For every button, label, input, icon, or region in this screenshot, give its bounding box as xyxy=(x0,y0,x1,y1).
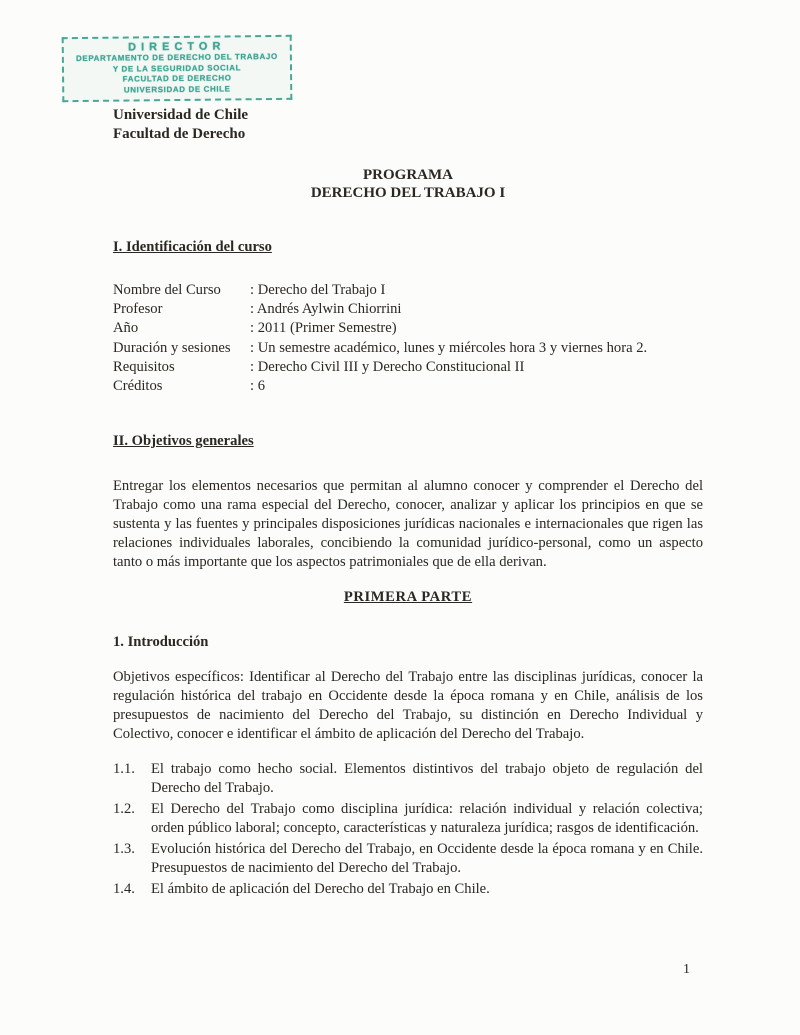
field-label: Profesor xyxy=(113,301,163,318)
list-item-number: 1.4. xyxy=(113,881,135,898)
introduction-heading: 1. Introducción xyxy=(113,634,209,651)
list-item-text: El ámbito de aplicación del Derecho del Trabajo en Chile. xyxy=(151,881,490,898)
list-item xyxy=(113,760,703,798)
field-label: Duración y sesiones xyxy=(113,339,231,356)
section-2-heading: II. Objetivos generales xyxy=(113,433,254,450)
field-value: : Un semestre académico, lunes y miércoles hora 3 y viernes hora 2. xyxy=(250,339,648,356)
list-item-text: El Derecho del Trabajo como disciplina jurídica: relación individual y relación colectiva; orden público laboral; concepto, características y naturaleza jurídica; rasgos de identificación. xyxy=(151,801,703,837)
field-value: : Andrés Aylwin Chiorrini xyxy=(250,301,402,318)
director-stamp xyxy=(62,35,293,102)
field-label: Año xyxy=(113,320,139,337)
specific-objectives-paragraph: Objetivos específicos: Identificar al Derecho del Trabajo entre las disciplinas jurídicas, conocer la regulación histórica del trabajo en Occidente desde la época romana y en Chile, análisis de los presupuestos de nacimiento del Derecho del Trabajo, su distinción en Derecho Individual y Colectivo, conocer e identificar el ámbito de aplicación del Derecho del Trabajo. xyxy=(113,669,703,743)
field-row-year xyxy=(113,319,703,338)
field-value: : 6 xyxy=(250,378,265,395)
faculty-name: Facultad de Derecho xyxy=(113,126,246,142)
field-label: Créditos xyxy=(113,378,163,395)
field-value: : Derecho del Trabajo I xyxy=(250,282,386,298)
document-body xyxy=(113,106,703,901)
list-item xyxy=(113,840,703,878)
list-item-number: 1.1. xyxy=(113,761,135,778)
field-value: : Derecho Civil III y Derecho Constitucional II xyxy=(250,358,525,375)
field-row-prerequisites xyxy=(113,358,703,377)
field-row-credits xyxy=(113,377,703,396)
topic-list xyxy=(113,760,703,899)
list-item-text: Evolución histórica del Derecho del Trabajo, en Occidente desde la época romana y en Chile. Presupuestos de nacimiento del Derecho del Trabajo. xyxy=(151,841,703,877)
list-item xyxy=(113,800,703,838)
stamp-university-line: UNIVERSIDAD DE CHILE xyxy=(123,83,231,95)
program-title-line: PROGRAMA xyxy=(363,167,453,183)
list-item-number: 1.2. xyxy=(113,801,135,818)
list-item-text: El trabajo como hecho social. Elementos distintivos del trabajo objeto de regulación del Derecho del Trabajo. xyxy=(151,761,703,797)
field-value: : 2011 (Primer Semestre) xyxy=(250,320,397,337)
stamp-social-security-line: Y DE LA SEGURIDAD SOCIAL xyxy=(112,62,242,74)
list-item-number: 1.3. xyxy=(113,841,135,858)
institution-name: Universidad de Chile xyxy=(113,107,249,123)
course-title-line: DERECHO DEL TRABAJO I xyxy=(310,185,506,201)
page-number: 1 xyxy=(683,962,690,977)
document-title xyxy=(113,166,703,202)
stamp-director-line: DIRECTOR xyxy=(128,40,226,54)
field-label: Nombre del Curso xyxy=(113,282,221,298)
field-row-course-name xyxy=(113,281,703,300)
stamp-faculty-line: FACULTAD DE DERECHO xyxy=(122,73,232,84)
field-row-professor xyxy=(113,300,703,319)
section-1-heading: I. Identificación del curso xyxy=(113,239,272,255)
field-label: Requisitos xyxy=(113,358,175,375)
general-objectives-paragraph: Entregar los elementos necesarios que permitan al alumno conocer y comprender el Derecho del Trabajo como una rama especial del Derecho, conocer, analizar y aplicar los principios en que se sustenta y las fuentes y principales disposiciones jurídicas nacionales e internacionales que rigen las relaciones individuales laborales, concibiendo la comunidad jurídico-personal, como un aspecto tanto o más importante que los aspectos patrimoniales que de ella derivan. xyxy=(113,478,703,571)
field-row-duration xyxy=(113,339,703,358)
primera-parte-heading: PRIMERA PARTE xyxy=(343,589,473,606)
stamp-department-line: DEPARTAMENTO DE DERECHO DEL TRABAJO xyxy=(75,51,278,64)
list-item xyxy=(113,880,703,899)
course-identification-table xyxy=(113,281,703,396)
